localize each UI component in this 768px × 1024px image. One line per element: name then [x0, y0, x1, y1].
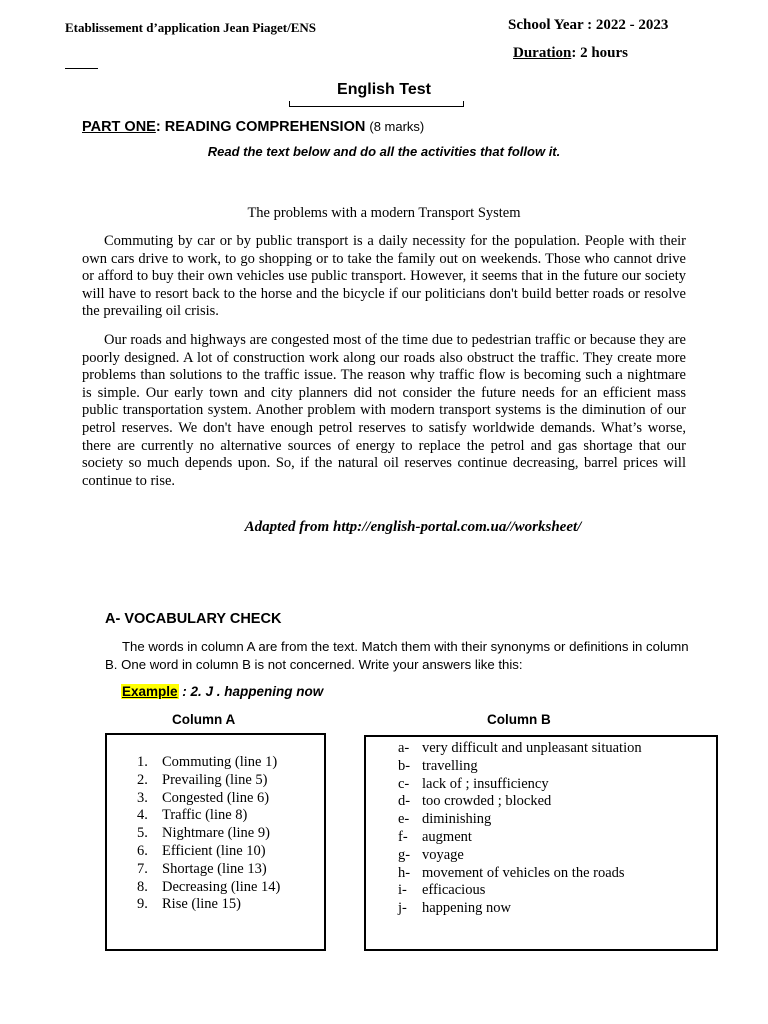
list-item	[398, 900, 642, 918]
school-name: Etablissement d’application Jean Piaget/ENS	[65, 20, 316, 35]
item-marker: j-	[398, 900, 407, 917]
item-marker: d-	[398, 793, 411, 810]
passage-paragraph-1: Commuting by car or by public transport is a daily necessity for the population. People with their own cars drive to work, to go shopping or to take the family out on weekends. Those who cannot drive or afford to buy their own vehicles use public transport. However, it seems that in the future our society will have to resort back to the horse and the bicycle if our politicians don't build better roads or resolve the prevailing oil crisis.	[82, 233, 686, 320]
item-marker: h-	[398, 864, 411, 881]
list-item	[398, 776, 642, 794]
passage-source: Adapted from http://english-portal.com.ua//worksheet/	[244, 519, 582, 535]
school-year: School Year : 2022 - 2023	[508, 17, 669, 33]
list-item	[137, 879, 280, 897]
list-item	[398, 829, 642, 847]
example	[121, 684, 323, 699]
example-label: Example	[122, 684, 178, 699]
item-marker: 6.	[137, 842, 148, 859]
item-text: Nightmare (line 9)	[162, 825, 270, 842]
item-text: happening now	[422, 900, 511, 917]
title-bracket	[289, 101, 464, 107]
item-marker: g-	[398, 846, 411, 863]
list-item	[137, 790, 280, 808]
item-marker: f-	[398, 828, 408, 845]
test-title: English Test	[337, 81, 431, 98]
item-text: movement of vehicles on the roads	[422, 864, 625, 881]
item-text: voyage	[422, 846, 464, 863]
example-text: : 2. J . happening now	[178, 684, 324, 699]
part-one-marks: (8 marks)	[369, 119, 425, 134]
item-text: very difficult and unpleasant situation	[422, 740, 642, 756]
list-item	[398, 865, 642, 883]
item-text: too crowded ; blocked	[422, 793, 552, 810]
list-item	[137, 772, 280, 790]
passage-title: The problems with a modern Transport System	[247, 205, 521, 221]
vocabulary-heading: A- VOCABULARY CHECK	[105, 611, 282, 627]
part-one-title: : READING COMPREHENSION	[155, 119, 366, 135]
item-text: Traffic (line 8)	[162, 807, 248, 824]
item-marker: 1.	[137, 754, 148, 770]
item-marker: 4.	[137, 807, 148, 824]
list-item	[398, 811, 642, 829]
item-text: Efficient (line 10)	[162, 842, 266, 859]
item-text: Rise (line 15)	[162, 896, 241, 913]
list-item	[398, 793, 642, 811]
list-item	[137, 861, 280, 879]
item-marker: 8.	[137, 878, 148, 895]
item-text: travelling	[422, 757, 478, 774]
column-b-list	[398, 740, 642, 918]
list-item	[398, 758, 642, 776]
name-line	[65, 68, 98, 69]
part-one-heading	[82, 119, 424, 135]
item-marker: 3.	[137, 789, 148, 806]
list-item	[398, 847, 642, 865]
list-item	[137, 825, 280, 843]
item-text: diminishing	[422, 811, 492, 828]
item-text: augment	[422, 828, 472, 845]
part-one-label: PART ONE	[82, 119, 156, 135]
item-text: efficacious	[422, 882, 486, 899]
reading-instruction: Read the text below and do all the activities that follow it.	[207, 144, 561, 159]
item-text: Prevailing (line 5)	[162, 771, 268, 788]
list-item	[398, 740, 642, 758]
item-text: Decreasing (line 14)	[162, 878, 281, 895]
item-text: Shortage (line 13)	[162, 860, 267, 877]
list-item	[137, 843, 280, 861]
column-b-title: Column B	[487, 712, 551, 727]
list-item	[137, 896, 280, 914]
duration-label: Duration	[513, 45, 572, 61]
duration-value: : 2 hours	[571, 45, 629, 61]
item-marker: e-	[398, 811, 410, 828]
item-marker: i-	[398, 882, 407, 899]
list-item	[137, 754, 280, 772]
item-text: Congested (line 6)	[162, 789, 270, 806]
column-a-title: Column A	[172, 712, 236, 727]
column-a-list	[137, 754, 280, 914]
duration	[513, 45, 628, 62]
list-item	[137, 807, 280, 825]
item-marker: c-	[398, 775, 410, 792]
item-text: lack of ; insufficiency	[422, 775, 549, 792]
item-marker: 2.	[137, 771, 148, 788]
list-item	[398, 882, 642, 900]
passage-paragraph-2: Our roads and highways are congested most of the time due to pedestrian traffic or because they are poorly designed. A lot of construction work along our roads also obstruct the traffic. They create more problems than solutions to the traffic issue. The reason why traffic flow is becoming such a nightmare is simple. Our early town and city planners did not consider the future needs for an efficient mass public transportation system. Another problem with modern transport systems is the diminution of our petrol reserves. We don't have enough petrol reserves to satisfy worldwide demands. What’s worse, there are currently no alternative sources of energy to replace the petrol and gas shortage that our society so much depends upon. So, if the natural oil reserves continue decreasing, barrel prices will continue to rise.	[82, 332, 686, 489]
item-marker: 7.	[137, 860, 148, 877]
item-text: Commuting (line 1)	[162, 754, 278, 770]
item-marker: a-	[398, 740, 410, 756]
vocabulary-instruction: The words in column A are from the text. Match them with their synonyms or definitions in column B. One word in column B is not concerned. Write your answers like this:	[105, 639, 689, 672]
item-marker: b-	[398, 757, 411, 774]
item-marker: 9.	[137, 896, 148, 913]
item-marker: 5.	[137, 825, 148, 842]
